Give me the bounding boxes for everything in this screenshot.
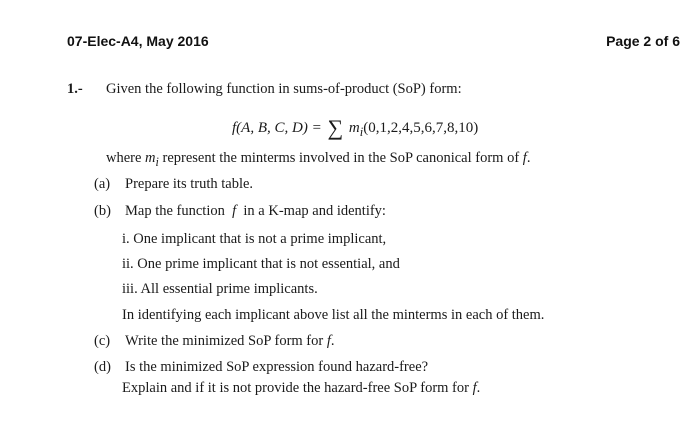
formula-lhs: f(A, B, C, D) = xyxy=(232,120,322,136)
part-b-f: f xyxy=(232,203,237,219)
function-formula xyxy=(232,112,478,140)
part-b-pre: Map the function xyxy=(125,203,225,219)
page-number: Page 2 of 6 xyxy=(606,33,680,49)
part-c-f: f xyxy=(326,333,331,349)
part-b-item-iii: iii. All essential prime implicants. xyxy=(122,281,318,297)
where-end: . xyxy=(526,150,531,166)
part-d-f: f xyxy=(472,380,477,396)
where-sub: i xyxy=(155,154,159,169)
sigma-symbol: ∑ xyxy=(327,115,344,140)
part-b-label: (b) xyxy=(94,203,111,219)
formula-minterms: (0,1,2,4,5,6,7,8,10) xyxy=(363,120,479,136)
where-mi: m xyxy=(145,150,156,166)
where-f: f xyxy=(522,150,527,166)
part-b-post: in a K-map and identify: xyxy=(243,203,386,219)
part-c-body: Write the minimized SoP form for xyxy=(125,333,324,349)
part-b-item-ii: ii. One prime implicant that is not essential, and xyxy=(122,256,400,272)
question-intro: Given the following function in sums-of-product (SoP) form: xyxy=(106,81,462,97)
part-a-label: (a) xyxy=(94,176,111,192)
where-middle: represent the minterms involved in the SoP canonical form of xyxy=(162,150,520,166)
part-b-item-i: i. One implicant that is not a prime implicant, xyxy=(122,231,387,247)
formula-m: m xyxy=(348,120,360,136)
part-d-label: (d) xyxy=(94,359,111,375)
part-d-text-2 xyxy=(122,380,480,397)
part-d-text: Is the minimized SoP expression found hazard-free? xyxy=(125,359,429,375)
part-c-label: (c) xyxy=(94,333,111,349)
formula-subscript: i xyxy=(359,125,364,139)
part-b-note: In identifying each implicant above list all the minterms in each of them. xyxy=(122,307,545,323)
part-c-end: . xyxy=(330,333,335,349)
question-number: 1.- xyxy=(67,81,83,97)
where-clause xyxy=(106,150,530,170)
part-c-text xyxy=(125,333,335,350)
part-d-end: . xyxy=(476,380,481,396)
exam-code-header: 07-Elec-A4, May 2016 xyxy=(67,33,209,49)
part-a-text: Prepare its truth table. xyxy=(125,176,254,192)
part-b-text xyxy=(125,203,386,220)
where-prefix: where xyxy=(106,150,142,166)
part-d-body: Explain and if it is not provide the hazard-free SoP form for xyxy=(122,380,469,396)
